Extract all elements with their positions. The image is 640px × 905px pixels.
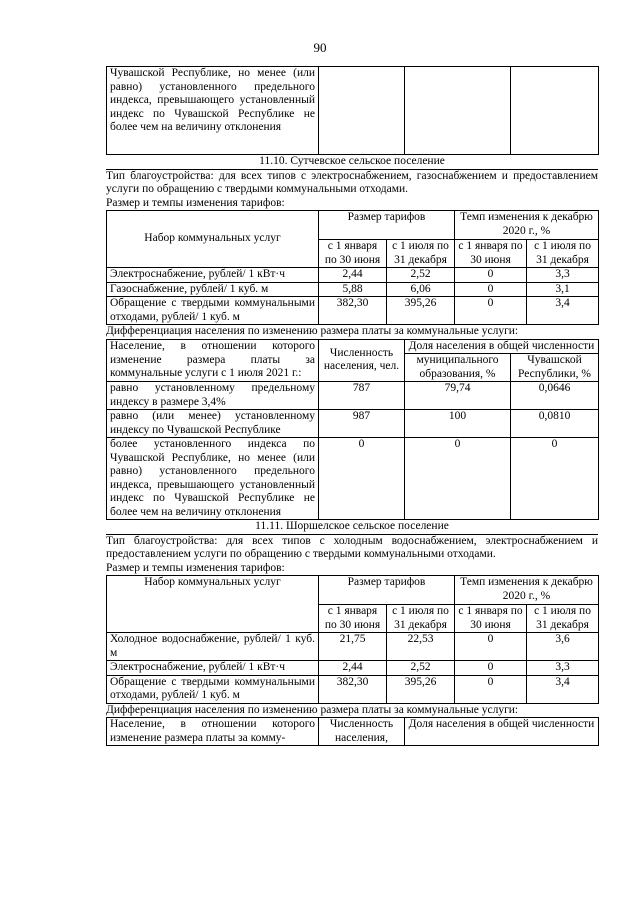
continuation-table bbox=[106, 66, 599, 155]
population-table bbox=[106, 717, 599, 746]
header-population: Население, в отношении которого изменение размера платы за комму- bbox=[107, 718, 319, 746]
table-row: Холодное водоснабжение, рублей/ 1 куб. м 21,75 22,53 0 3,6 bbox=[107, 633, 599, 661]
continuation-cell: Чувашской Республике, но менее (или равно) установленного предельного индекса, превышающего установленный индекс по Чувашской Республике не более чем на величину отклонения bbox=[107, 67, 319, 155]
table-row: более установленного индекса по Чувашской Республике, но менее (или равно) установленного предельного индекса, превышающего установленный индекс по Чувашской Республике не более чем на величину отклонения 0 0 0 bbox=[107, 438, 599, 520]
rates-heading: Размер и темпы изменения тарифов: bbox=[106, 561, 285, 574]
differentiation-heading: Дифференциация населения по изменению размера платы за коммунальные услуги: bbox=[106, 703, 519, 716]
differentiation-heading: Дифференциация населения по изменению размера платы за коммунальные услуги: bbox=[106, 325, 519, 337]
amenity-type-text: Тип благоустройства: для всех типов с электроснабжением, газоснабжением и предоставлением услуги по обращению с твердыми коммунальными отходами. bbox=[106, 169, 598, 195]
header-share: Доля населения в общей численности bbox=[405, 718, 599, 746]
table-row: Электроснабжение, рублей/ 1 кВт·ч 2,44 2,52 0 3,3 bbox=[107, 268, 599, 283]
header-municipal: муниципального образования, % bbox=[405, 354, 511, 382]
page-content bbox=[106, 66, 598, 746]
header-period-2: с 1 июля по 31 декабря bbox=[387, 605, 455, 633]
page-number: 90 bbox=[313, 40, 327, 55]
table-row: равно (или менее) установленному индексу по Чувашской Республике 987 100 0,0810 bbox=[107, 410, 599, 438]
rates-heading: Размер и темпы изменения тарифов: bbox=[106, 196, 285, 209]
table-row: Электроснабжение, рублей/ 1 кВт·ч 2,44 2,52 0 3,3 bbox=[107, 661, 599, 676]
header-count: Численность населения, bbox=[319, 718, 405, 746]
header-rate-change: Темп изменения к декабрю 2020 г., % bbox=[455, 576, 599, 605]
header-count: Численность населения, чел. bbox=[319, 339, 405, 382]
header-services: Набор коммунальных услуг bbox=[107, 576, 319, 633]
tariff-table bbox=[106, 210, 599, 325]
table-row: Обращение с твердыми коммунальными отходами, рублей/ 1 куб. м 382,30 395,26 0 3,4 bbox=[107, 675, 599, 703]
header-services: Набор коммунальных услуг bbox=[107, 211, 319, 268]
header-tariff-size: Размер тарифов bbox=[319, 576, 455, 605]
header-period-1: с 1 января по 30 июня bbox=[455, 240, 527, 268]
amenity-type-text: Тип благоустройства: для всех типов с холодным водоснабжением, электроснабжением и предоставлением услуги по обращению с твердыми коммунальными отходами. bbox=[106, 534, 598, 560]
table-row: Газоснабжение, рублей/ 1 куб. м 5,88 6,06 0 3,1 bbox=[107, 282, 599, 297]
header-period-2: с 1 июля по 31 декабря bbox=[527, 240, 599, 268]
header-share: Доля населения в общей численности bbox=[405, 339, 599, 354]
header-period-1: с 1 января по 30 июня bbox=[319, 240, 387, 268]
header-period-1: с 1 января по 30 июня bbox=[319, 605, 387, 633]
header-period-2: с 1 июля по 31 декабря bbox=[527, 605, 599, 633]
table-row: Обращение с твердыми коммунальными отходами, рублей/ 1 куб. м 382,30 395,26 0 3,4 bbox=[107, 297, 599, 325]
header-period-2: с 1 июля по 31 декабря bbox=[387, 240, 455, 268]
section-title: 11.10. Сутчевское сельское поселение bbox=[106, 155, 598, 170]
header-period-1: с 1 января по 30 июня bbox=[455, 605, 527, 633]
table-row: равно установленному предельному индексу в размере 3,4% 787 79,74 0,0646 bbox=[107, 382, 599, 410]
header-rate-change: Темп изменения к декабрю 2020 г., % bbox=[455, 211, 599, 240]
tariff-table bbox=[106, 575, 599, 704]
header-republic: Чувашской Республики, % bbox=[511, 354, 599, 382]
population-table bbox=[106, 339, 599, 521]
header-tariff-size: Размер тарифов bbox=[319, 211, 455, 240]
section-title: 11.11. Шоршелское сельское поселение bbox=[106, 520, 598, 535]
header-population: Население, в отношении которого изменение размера платы за коммунальные услуги с 1 июля 2021 г.: bbox=[107, 339, 319, 382]
